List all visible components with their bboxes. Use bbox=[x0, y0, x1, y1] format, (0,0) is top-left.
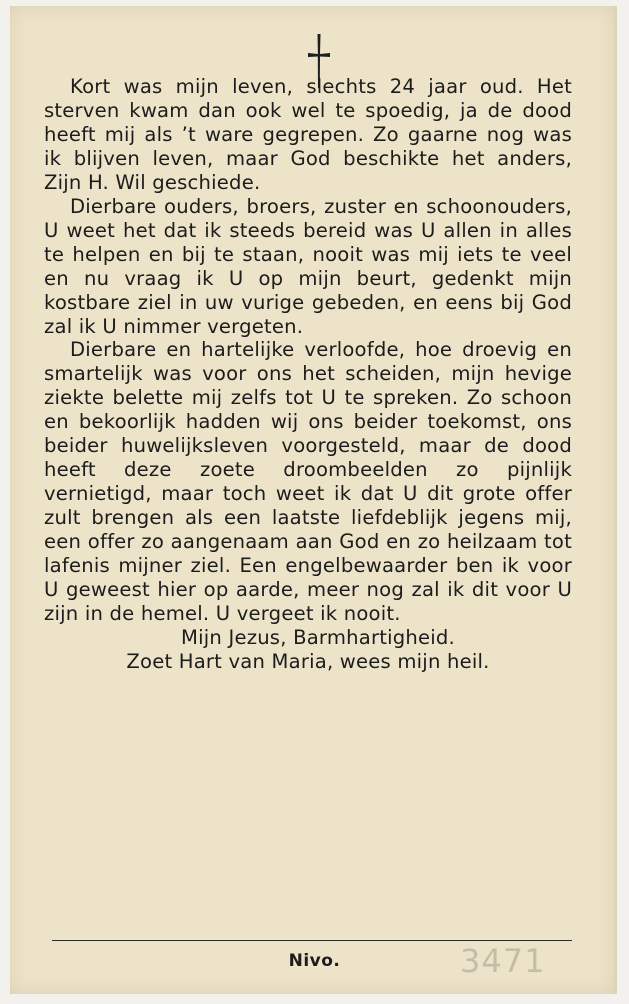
divider-line bbox=[52, 940, 572, 941]
printer-mark: Nivo. bbox=[288, 951, 341, 971]
pencil-inventory-number: 3471 bbox=[460, 942, 546, 980]
paragraph-family: Dierbare ouders, broers, zuster en schoonouders, U weet het dat ik steeds bereid was U allen in alles te helpen en bij te staan, nooit was mij iets te veel en nu vraag ik U op mijn beurt, gedenkt mijn kostbare ziel in uw vurige gebeden, en eens bij God zal ik U nimmer vergeten. bbox=[44, 194, 572, 338]
prayer-jesus: Mijn Jezus, Barmhartigheid. bbox=[181, 625, 455, 649]
paragraph-life: Kort was mijn leven, slechts 24 jaar oud. Het sterven kwam dan ook wel te spoedig, ja de dood heeft mij als ’t ware gegrepen. Zo gaarne nog was ik blijven leven, maar God beschikte het anders, Zijn H. Wil geschiede. bbox=[44, 75, 572, 194]
prayer-maria: Zoet Hart van Maria, wees mijn heil. bbox=[126, 649, 490, 673]
card-text bbox=[44, 75, 572, 674]
paragraph-fiancee: Dierbare en hartelijke verloofde, hoe droevig en smartelijk was voor ons het scheiden, mijn hevige ziekte belette mij zelfs tot U te spreken. Zo schoon en bekoorlijk hadden wij ons beider toekomst, ons beider huwelijksleven voorgesteld, maar de dood heeft deze zoete droombeelden zo pijnlijk vernietigd, maar toch weet ik dat U dit grote offer zult brengen als een laatste liefdeblijk jegens mij, een offer zo aangenaam aan God en zo heilzaam tot lafenis mijner ziel. Een engelbewaarder ben ik voor U geweest hier op aarde, meer nog zal ik dit voor U zijn in de hemel. U vergeet ik nooit. bbox=[44, 338, 572, 625]
